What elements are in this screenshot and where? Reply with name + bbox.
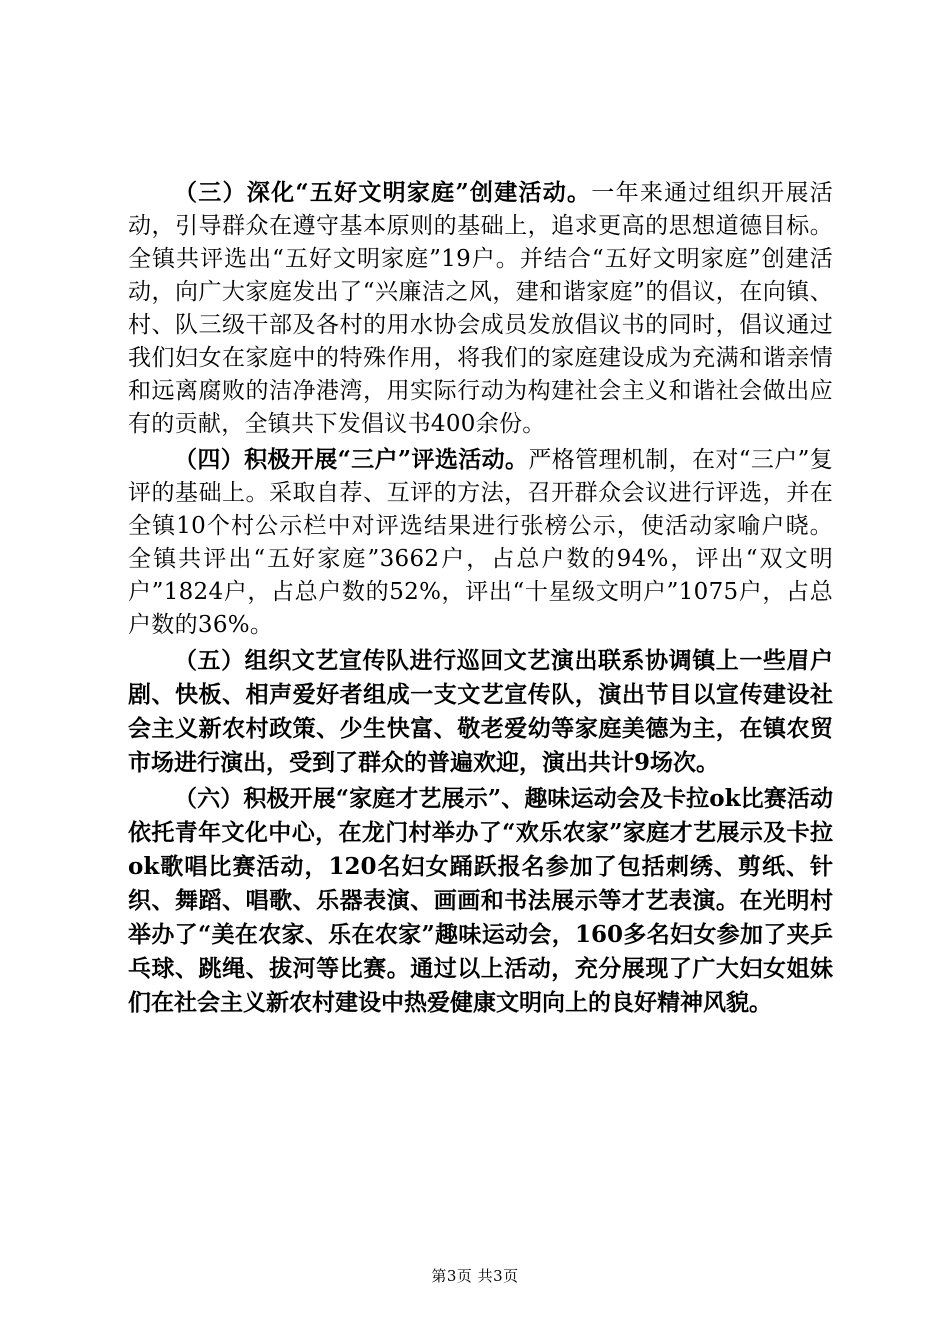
- paragraph-3: [128, 176, 833, 441]
- section-heading-3: （三）深化“五好文明家庭”创建活动。: [174, 179, 592, 206]
- page-footer: 第3页 共3页: [431, 1267, 519, 1285]
- section-heading-4: （四）积极开展“三户”评选活动。: [174, 446, 529, 473]
- section-heading-5: （五）组织文艺宣传队进行巡回文艺演出: [174, 647, 598, 674]
- section-text-5: 联系协调镇上一些眉户剧、快板、相声爱好者组成一支文艺宣传队，演出节目以宣传建设社会主义新农村政策、少生快富、敬老爱幼等家庭美德为主，在镇农贸市场进行演出，受到了群众的普遍欢迎，演出共计9场次。: [128, 647, 834, 776]
- paragraph-4: [128, 443, 833, 642]
- document-body: [128, 176, 833, 1022]
- section-text-6: 依托青年文化中心，在龙门村举办了“欢乐农家”家庭才艺展示及卡拉ok歌唱比赛活动，120名妇女踊跃报名参加了包括刺绣、剪纸、针织、舞蹈、唱歌、乐器表演、画画和书法展示等才艺表演。在光明村举办了“美在农家、乐在农家”趣味运动会，160多名妇女参加了夹乒乓球、跳绳、拔河等比赛。通过以上活动，充分展现了广大妇女姐妹们在社会主义新农村建设中热爱健康文明向上的良好精神风貌。: [128, 819, 833, 1016]
- paragraph-5: [128, 644, 833, 780]
- paragraph-6: [128, 782, 833, 1020]
- section-text-3: 一年来通过组织开展活动，引导群众在遵守基本原则的基础上，追求更高的思想道德目标。全镇共评选出“五好文明家庭”19户。并结合“五好文明家庭”创建活动，向广大家庭发出了“兴廉洁之风，建和谐家庭”的倡议，在向镇、村、队三级干部及各村的用水协会成员发放倡议书的同时，倡议通过我们妇女在家庭中的特殊作用，将我们的家庭建设成为充满和谐亲情和远离腐败的洁净港湾，用实际行动为构建社会主义和谐社会做出应有的贡献，全镇共下发倡议书400余份。: [128, 180, 834, 437]
- section-text-4: 严格管理机制，在对“三户”复评的基础上。采取自荐、互评的方法，召开群众会议进行评选，并在全镇10个村公示栏中对评选结果进行张榜公示，使活动家喻户晓。全镇共评出“五好家庭”3662户，占总户数的94%，评出“双文明户”1824户，占总户数的52%，评出“十星级文明户”1075户，占总户数的36%。: [128, 447, 833, 638]
- section-heading-6: （六）积极开展“家庭才艺展示”、趣味运动会及卡拉ok比赛活动: [174, 785, 833, 812]
